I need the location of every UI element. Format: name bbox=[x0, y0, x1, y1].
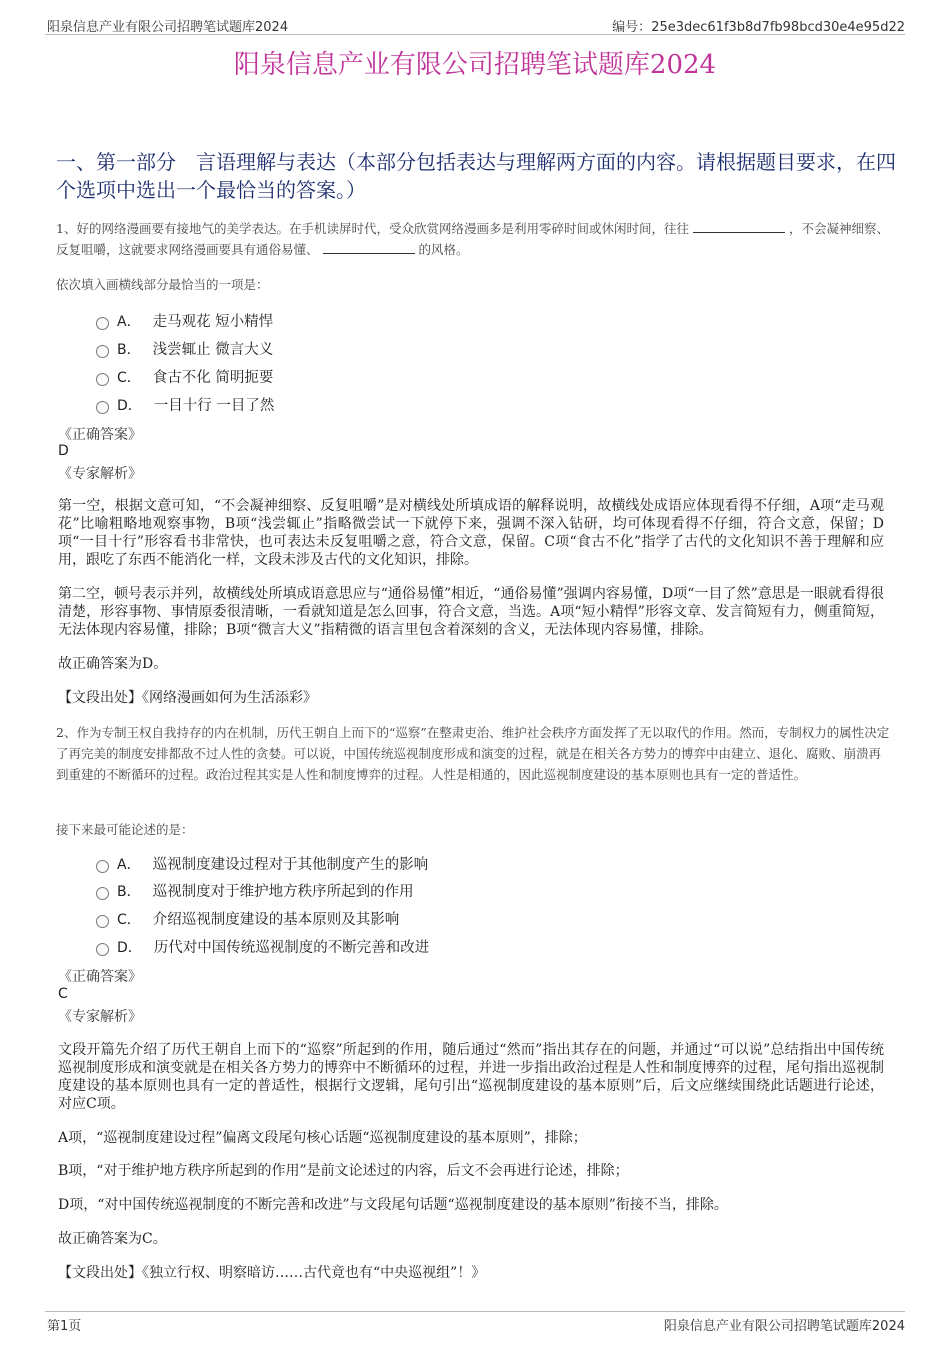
q1-analysis-label: 《专家解析》 bbox=[58, 466, 142, 482]
q2-analysis-label: 《专家解析》 bbox=[58, 1009, 142, 1025]
q2-source: 【文段出处】《独立行权、明察暗访……古代竟也有“中央巡视组”！》 bbox=[58, 1265, 486, 1281]
q1-analysis-para-1: 第一空，根据文意可知，“不会凝神细察、反复咀嚼”是对横线处所填成语的解释说明，故横线处成语应体现看得不仔细，A项“走马观花”比喻粗略地观察事物，B项“浅尝辄止”指略微尝试一下就停下来，强调不深入钻研，均可体现看得不仔细，符合文意，保留；D项“一目十行”形容看书非常快，也可表达未反复咀嚼之意，符合文意，保留。C项“食古不化”指学了古代的文化知识不善于理解和应用，跟吃了东西不能消化一样，文段未涉及古代的文化知识，排除。 bbox=[58, 498, 884, 568]
q1-option-c[interactable]: C． 食古不化 简明扼要 bbox=[96, 366, 273, 387]
q1-answer-label: 《正确答案》 bbox=[58, 427, 142, 443]
radio-icon[interactable] bbox=[96, 915, 109, 928]
page-title: 阳泉信息产业有限公司招聘笔试题库2024 bbox=[233, 50, 717, 80]
q2-answer-label: 《正确答案》 bbox=[58, 969, 142, 985]
question-1-text: 1、好的网络漫画要有接地气的美学表达。在手机读屏时代，受众欣赏网络漫画多是利用零碎时间或休闲时间，往往 ，不会凝神细察、反复咀嚼，这就要求网络漫画要具有通俗易懂、 的风格。 bbox=[56, 221, 889, 257]
page-footer bbox=[45, 1311, 905, 1334]
section-title: 一、第一部分 言语理解与表达（本部分包括表达与理解两方面的内容。请根据题目要求，在四个选项中选出一个最恰当的答案。） bbox=[56, 150, 896, 202]
q2-analysis-a: A项，“巡视制度建设过程”偏离文段尾句核心话题“巡视制度建设的基本原则”，排除； bbox=[58, 1130, 587, 1146]
q2-answer: C bbox=[58, 986, 68, 1002]
q2-analysis-para-1: 文段开篇先介绍了历代王朝自上而下的“巡察”所起到的作用，随后通过“然而”指出其存在的问题，并通过“可以说”总结指出中国传统巡视制度形成和演变就是在相关各方势力的博弈中不断循环的过程，并进一步指出政治过程是人性和制度博弈的过程，尾句指出巡视制度建设的基本原则也具有一定的普适性，根据行文逻辑，尾句引出“巡视制度建设的基本原则”后，后文应继续围绕此话题进行论述，对应C项。 bbox=[58, 1042, 884, 1112]
radio-icon[interactable] bbox=[96, 401, 109, 414]
q1-answer: D bbox=[58, 443, 69, 459]
q2-option-d[interactable]: D． 历代对中国传统巡视制度的不断完善和改进 bbox=[96, 936, 429, 957]
q2-conclusion: 故正确答案为C。 bbox=[58, 1231, 167, 1247]
page-number: 第1页 bbox=[47, 1319, 82, 1334]
radio-icon[interactable] bbox=[96, 345, 109, 358]
radio-icon[interactable] bbox=[96, 860, 109, 873]
radio-icon[interactable] bbox=[96, 317, 109, 330]
q1-option-a[interactable]: A． 走马观花 短小精悍 bbox=[96, 310, 273, 331]
radio-icon[interactable] bbox=[96, 887, 109, 900]
question-2-prompt: 接下来最可能论述的是： bbox=[56, 822, 194, 837]
blank-1 bbox=[693, 220, 785, 233]
page-header bbox=[45, 14, 905, 35]
q2-option-c[interactable]: C． 介绍巡视制度建设的基本原则及其影响 bbox=[96, 908, 399, 929]
header-title: 阳泉信息产业有限公司招聘笔试题库2024 bbox=[47, 20, 289, 35]
q2-option-a[interactable]: A． 巡视制度建设过程对于其他制度产生的影响 bbox=[96, 853, 428, 874]
q2-analysis-d: D项，“对中国传统巡视制度的不断完善和改进”与文段尾句话题“巡视制度建设的基本原则”衔接不当，排除。 bbox=[58, 1197, 728, 1213]
q2-analysis-b: B项，“对于维护地方秩序所起到的作用”是前文论述过的内容，后文不会再进行论述，排除； bbox=[58, 1163, 629, 1179]
q1-option-d[interactable]: D． 一目十行 一目了然 bbox=[96, 394, 274, 415]
footer-title: 阳泉信息产业有限公司招聘笔试题库2024 bbox=[663, 1319, 905, 1334]
radio-icon[interactable] bbox=[96, 943, 109, 956]
q2-option-b[interactable]: B． 巡视制度对于维护地方秩序所起到的作用 bbox=[96, 880, 414, 901]
q1-source: 【文段出处】《网络漫画如何为生活添彩》 bbox=[58, 690, 317, 706]
q1-conclusion: 故正确答案为D。 bbox=[58, 656, 168, 672]
q1-analysis-para-2: 第二空，顿号表示并列，故横线处所填成语意思应与“通俗易懂”相近，“通俗易懂”强调内容易懂，D项“一目了然”意思是一眼就看得很清楚，形容事物、事情原委很清晰，一看就知道是怎么回事，符合文意，当选。A项“短小精悍”形容文章、发言简短有力，侧重简短，无法体现内容易懂，排除；B项“微言大义”指精微的语言里包含着深刻的含义，无法体现内容易懂，排除。 bbox=[58, 586, 884, 638]
blank-2 bbox=[323, 241, 415, 254]
radio-icon[interactable] bbox=[96, 373, 109, 386]
question-1-prompt: 依次填入画横线部分最恰当的一项是： bbox=[56, 277, 269, 292]
header-code: 编号：25e3dec61f3b8d7fb98bcd30e4e95d22 bbox=[612, 20, 905, 35]
q1-option-b[interactable]: B． 浅尝辄止 微言大义 bbox=[96, 338, 273, 359]
question-2-text: 2、作为专制王权自我持存的内在机制，历代王朝自上而下的“巡察”在整肃吏治、维护社会秩序方面发挥了无以取代的作用。然而，专制权力的属性决定了再完美的制度安排都敌不过人性的贪婪。可以说，中国传统巡视制度形成和演变的过程，就是在相关各方势力的博弈中由建立、退化、腐败、崩溃再到重建的不断循环的过程。政治过程其实是人性和制度博弈的过程。人性是相通的，因此巡视制度建设的基本原则也具有一定的普适性。 bbox=[56, 725, 890, 782]
